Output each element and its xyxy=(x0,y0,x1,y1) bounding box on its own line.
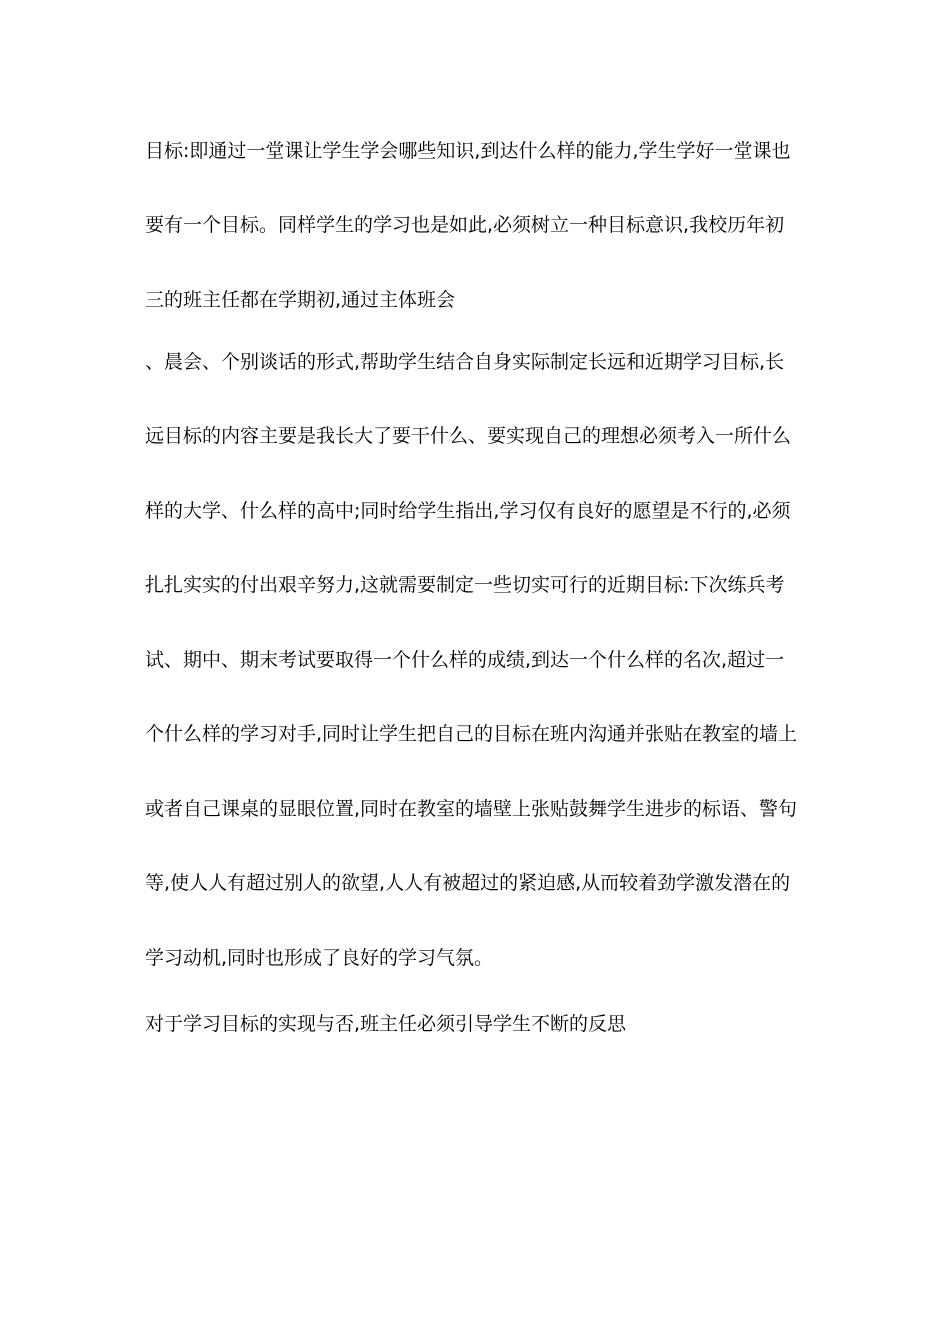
text-line-13: 对于学习目标的实现与否,班主任必须引导学生不断的反思 xyxy=(145,1013,627,1035)
text-line-10: 或者自己课桌的显眼位置,同时在教室的墙壁上张贴鼓舞学生进步的标语、警句 xyxy=(145,798,798,820)
text-line-5: 远目标的内容主要是我长大了要干什么、要实现自己的理想必须考入一所什么 xyxy=(145,425,792,447)
text-line-3: 三的班主任都在学期初,通过主体班会 xyxy=(145,289,456,311)
text-line-2: 要有一个目标。同样学生的学习也是如此,必须树立一种目标意识,我校历年初 xyxy=(145,214,785,236)
text-line-7: 扎扎实实的付出艰辛努力,这就需要制定一些切实可行的近期目标:下次练兵考 xyxy=(145,574,785,596)
text-line-9: 个什么样的学习对手,同时让学生把自己的目标在班内沟通并张贴在教室的墙上 xyxy=(145,723,798,745)
text-line-4: 、晨会、个别谈话的形式,帮助学生结合自身实际制定长远和近期学习目标,长 xyxy=(145,351,785,373)
text-line-6: 样的大学、什么样的高中;同时给学生指出,学习仅有良好的愿望是不行的,必须 xyxy=(145,500,791,522)
text-line-12: 学习动机,同时也形成了良好的学习气氛。 xyxy=(145,947,494,969)
text-line-1: 目标:即通过一堂课让学生学会哪些知识,到达什么样的能力,学生学好一堂课也 xyxy=(145,140,791,162)
text-line-8: 试、期中、期末考试要取得一个什么样的成绩,到达一个什么样的名次,超过一 xyxy=(145,649,785,671)
text-line-11: 等,使人人有超过别人的欲望,人人有被超过的紧迫感,从而较着劲学激发潜在的 xyxy=(145,872,791,894)
